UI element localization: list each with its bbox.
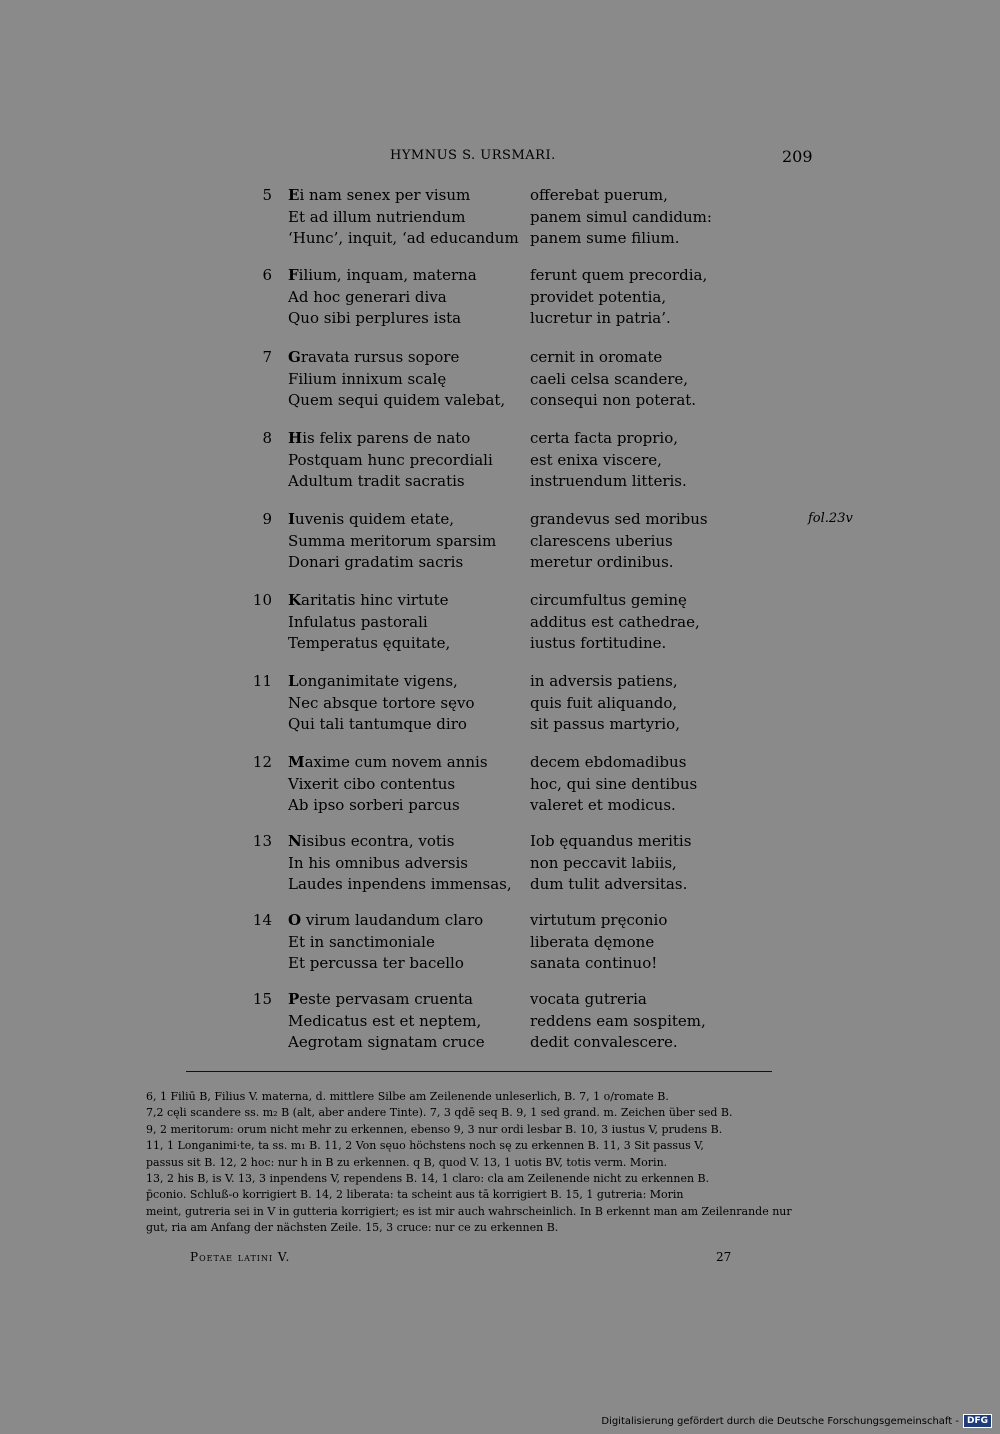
verse-second-half: Iob ęquandus meritis — [530, 832, 692, 850]
running-title: HYMNUS S. URSMARI. — [390, 148, 556, 163]
verse-line — [240, 347, 800, 369]
verse-line — [240, 207, 800, 229]
verse-line — [240, 795, 800, 817]
verse-second-half: panem simul candidum: — [530, 207, 712, 226]
verse-first-half: Nec absque tortore sęvo — [288, 693, 475, 712]
critical-apparatus — [146, 1089, 818, 1237]
verse-line — [240, 471, 800, 493]
verse-first-half: Filium, inquam, materna — [288, 266, 477, 284]
verse-first-half: Vixerit cibo contentus — [288, 774, 456, 793]
verse-line — [240, 450, 800, 472]
verse-first-half: Laudes inpendens immensas, — [288, 875, 512, 894]
verse-first-half: Medicatus est et neptem, — [288, 1011, 482, 1030]
verse-first-half: Ei nam senex per visum — [288, 186, 471, 204]
verse-first-half: In his omnibus adversis — [288, 853, 468, 872]
verse-line — [240, 989, 800, 1011]
stanza — [240, 347, 800, 412]
verse-line — [240, 369, 800, 391]
verse-first-half: Qui tali tantumque diro — [288, 715, 467, 734]
verse-line — [240, 874, 800, 896]
verse-line — [240, 1032, 800, 1054]
stanza — [240, 428, 800, 493]
verse-line — [240, 390, 800, 412]
verse-line — [240, 932, 800, 954]
apparatus-line: 11, 1 Longanimi·te, ta ss. m₁ B. 11, 2 Von sęuo höchstens noch sę zu erkennen B. 11, 3 Sit passus V, — [146, 1139, 704, 1153]
verse-second-half: decem ebdomadibus — [530, 753, 687, 771]
verse-second-half: sit passus martyrio, — [530, 715, 680, 734]
verse-line — [240, 714, 800, 736]
verse-line — [240, 509, 800, 531]
verse-second-half: virtutum pręconio — [530, 911, 668, 929]
verse-line — [240, 265, 800, 287]
verse-first-half: Quem sequi quidem valebat, — [288, 391, 506, 410]
stanza-number: 13 — [252, 832, 272, 850]
stanza-number: 8 — [262, 429, 272, 447]
verse-second-half: ferunt quem precordia, — [530, 266, 708, 284]
verse-second-half: quis fuit aliquando, — [530, 693, 678, 712]
apparatus-line: 9, 2 meritorum: orum nicht mehr zu erkennen, ebenso 9, 3 nur ordi lesbar B. 10, 3 iustus V, prudens B. — [146, 1122, 723, 1136]
verse-first-half: O virum laudandum claro — [288, 911, 484, 929]
verse-first-half: His felix parens de nato — [288, 429, 471, 447]
verse-first-half: Gravata rursus sopore — [288, 348, 460, 366]
verse-second-half: dedit convalescere. — [530, 1033, 678, 1052]
verse-second-half: hoc, qui sine dentibus — [530, 774, 698, 793]
stanza — [240, 185, 800, 250]
stanza — [240, 752, 800, 817]
verse-second-half: meretur ordinibus. — [530, 553, 674, 572]
stanza-number: 14 — [252, 911, 272, 929]
verse-first-half: Et in sanctimoniale — [288, 932, 435, 951]
stanza-number: 9 — [262, 510, 272, 528]
verse-second-half: liberata dęmone — [530, 932, 655, 951]
verse-second-half: clarescens uberius — [530, 531, 673, 550]
verse-line — [240, 531, 800, 553]
verse-line — [240, 228, 800, 250]
verse-line — [240, 671, 800, 693]
verse-first-half: Iuvenis quidem etate, — [288, 510, 455, 528]
verse-line — [240, 831, 800, 853]
verse-line — [240, 774, 800, 796]
stanza — [240, 989, 800, 1054]
verse-first-half: Karitatis hinc virtute — [288, 591, 449, 609]
verse-line — [240, 185, 800, 207]
dfg-attribution-text: Digitalisierung gefördert durch die Deutsche Forschungsgemeinschaft - — [601, 1415, 959, 1427]
stanza — [240, 831, 800, 896]
verse-line — [240, 693, 800, 715]
verse-first-half: ‘Hunc’, inquit, ‘ad educandum — [288, 229, 519, 248]
verse-second-half: circumfultus geminę — [530, 591, 687, 609]
verse-line — [240, 633, 800, 655]
stanza-number: 6 — [262, 266, 272, 284]
dfg-attribution — [601, 1412, 992, 1430]
stanza-number: 12 — [252, 753, 272, 771]
verse-first-half: Ad hoc generari diva — [288, 287, 447, 306]
verse-line — [240, 590, 800, 612]
verse-line — [240, 853, 800, 875]
stanza — [240, 671, 800, 736]
dfg-logo-icon: DFG — [963, 1414, 992, 1428]
verse-line — [240, 953, 800, 975]
verse-second-half: sanata continuo! — [530, 954, 658, 973]
page-number: 209 — [782, 147, 813, 166]
verse-second-half: consequi non poterat. — [530, 391, 697, 410]
gathering-number: 27 — [716, 1250, 732, 1264]
verse-second-half: valeret et modicus. — [530, 796, 676, 815]
verse-first-half: Filium innixum scalę — [288, 369, 447, 388]
verse-first-half: Summa meritorum sparsim — [288, 531, 497, 550]
apparatus-line: passus sit B. 12, 2 hoc: nur h in B zu erkennen. q B, quod V. 13, 1 uotis BV, totis verm. Morin. — [146, 1155, 668, 1169]
verse-second-half: lucretur in patria’. — [530, 309, 671, 328]
marginal-folio-note: fol.23v — [808, 511, 853, 526]
apparatus-line: 7,2 cęli scandere ss. m₂ B (alt, aber andere Tinte). 7, 3 qdē seq B. 9, 1 sed grand. m. Zeichen über sed B. — [146, 1106, 733, 1120]
verse-first-half: Donari gradatim sacris — [288, 553, 464, 572]
verse-second-half: instruendum litteris. — [530, 472, 687, 491]
apparatus-line: meint, gutreria sei in V in gutteria korrigiert; es ist mir auch wahrscheinlich. In B erkennt man am Zeilenrande nur — [146, 1204, 792, 1218]
verse-second-half: dum tulit adversitas. — [530, 875, 688, 894]
verse-second-half: non peccavit labiis, — [530, 853, 677, 872]
verse-second-half: in adversis patiens, — [530, 672, 678, 690]
verse-line — [240, 1011, 800, 1033]
verse-first-half: Nisibus econtra, votis — [288, 832, 455, 850]
stanza-number: 15 — [252, 990, 272, 1008]
verse-line — [240, 612, 800, 634]
verse-first-half: Temperatus ęquitate, — [288, 634, 451, 653]
verse-second-half: providet potentia, — [530, 287, 667, 306]
signature-mark: Poetae latini V. — [190, 1250, 291, 1264]
verse-first-half: Ab ipso sorberi parcus — [288, 796, 460, 815]
stanza-number: 5 — [262, 186, 272, 204]
verse-first-half: Longanimitate vigens, — [288, 672, 458, 690]
verse-second-half: caeli celsa scandere, — [530, 369, 689, 388]
verse-line — [240, 552, 800, 574]
stanza-number: 11 — [252, 672, 272, 690]
verse-first-half: Maxime cum novem annis — [288, 753, 488, 771]
verse-first-half: Aegrotam signatam cruce — [288, 1033, 485, 1052]
verse-second-half: vocata gutreria — [530, 990, 647, 1008]
verse-line — [240, 428, 800, 450]
apparatus-line: gut, ria am Anfang der nächsten Zeile. 15, 3 cruce: nur ce zu erkennen B. — [146, 1221, 559, 1235]
apparatus-line: 6, 1 Filiū B, Filius V. materna, d. mittlere Silbe am Zeilenende unleserlich, B. 7, 1 o/romate B. — [146, 1090, 669, 1103]
stanza — [240, 590, 800, 655]
verse-second-half: iustus fortitudine. — [530, 634, 667, 653]
stanza — [240, 509, 800, 574]
verse-second-half: certa facta proprio, — [530, 429, 678, 447]
verse-first-half: Et percussa ter bacello — [288, 954, 464, 973]
verse-second-half: additus est cathedrae, — [530, 612, 700, 631]
apparatus-line: 13, 2 his B, is V. 13, 3 inpendens V, rependens B. 14, 1 claro: cla am Zeilenende nicht zu erkennen B. — [146, 1172, 710, 1186]
verse-first-half: Quo sibi perplures ista — [288, 309, 462, 328]
verse-line — [240, 752, 800, 774]
verse-line — [240, 910, 800, 932]
verse-first-half: Adultum tradit sacratis — [288, 472, 465, 491]
verse-second-half: grandevus sed moribus — [530, 510, 708, 528]
verse-line — [240, 287, 800, 309]
verse-first-half: Peste pervasam cruenta — [288, 990, 473, 1008]
verse-second-half: est enixa viscere, — [530, 450, 662, 469]
verse-second-half: cernit in oromate — [530, 348, 663, 366]
verse-first-half: Postquam hunc precordiali — [288, 450, 493, 469]
verse-second-half: reddens eam sospitem, — [530, 1011, 706, 1030]
footnote-rule — [186, 1071, 772, 1072]
verse-second-half: panem sume filium. — [530, 229, 680, 248]
stanza — [240, 910, 800, 975]
apparatus-line: p̄conio. Schluß-o korrigiert B. 14, 2 liberata: ta scheint aus tā korrigiert B. 15, 1 gutreria: Morin — [146, 1188, 684, 1202]
page-header — [0, 148, 1000, 168]
stanza — [240, 265, 800, 330]
verse-second-half: offerebat puerum, — [530, 186, 668, 204]
verse-first-half: Et ad illum nutriendum — [288, 207, 466, 226]
stanza-number: 10 — [252, 591, 272, 609]
page-footer — [0, 1250, 1000, 1266]
verse-first-half: Infulatus pastorali — [288, 612, 428, 631]
stanza-number: 7 — [262, 348, 272, 366]
verse-line — [240, 308, 800, 330]
